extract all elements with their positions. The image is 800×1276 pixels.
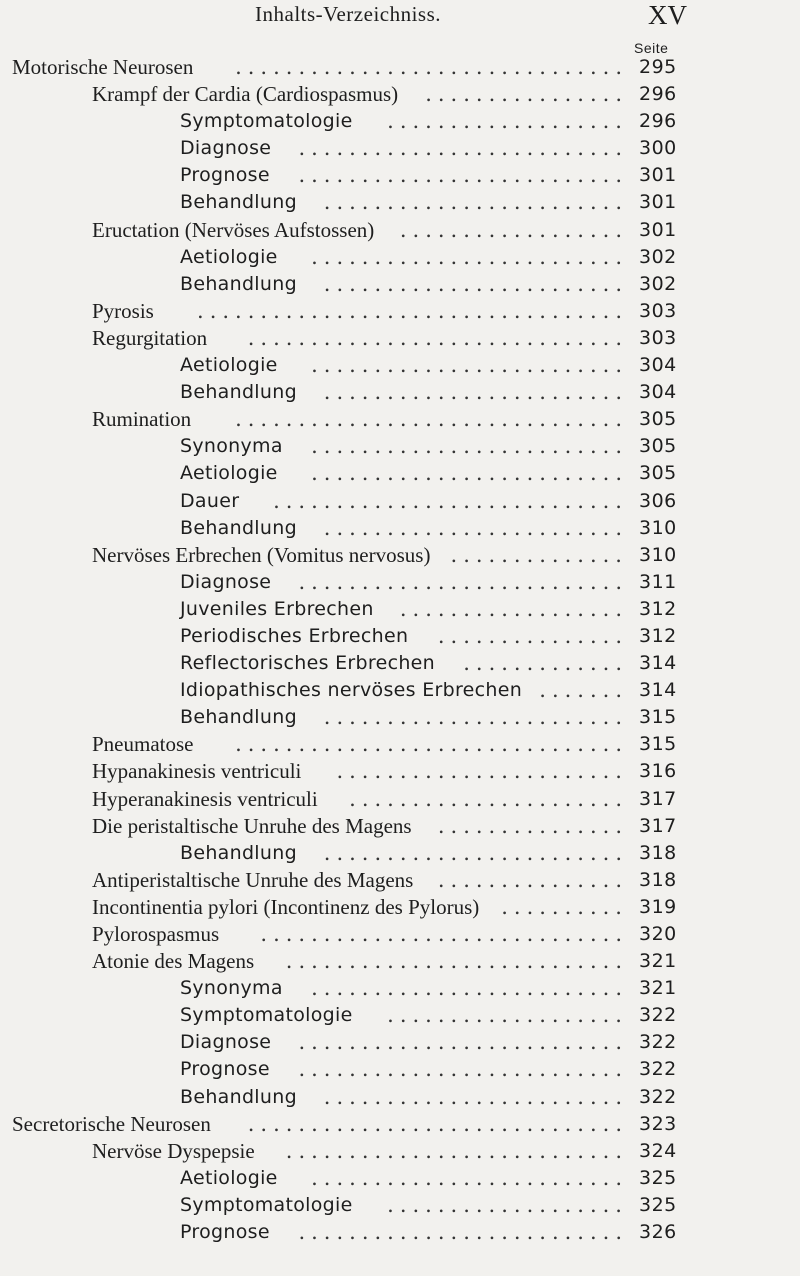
dot-leader: ............... (437, 867, 628, 892)
dot-leader: ........................ (323, 515, 628, 540)
toc-entry-title: Behandlung (180, 706, 297, 729)
toc-entry (0, 786, 800, 813)
toc-entry-page: 326 (639, 1221, 677, 1244)
toc-entry-title: Krampf der Cardia (Cardiospasmus) (92, 82, 399, 107)
toc-entry-page: 305 (639, 408, 677, 431)
toc-entry-title: Die peristaltische Unruhe des Magens (92, 813, 412, 838)
toc-entry-title: Aetiologie (180, 354, 278, 377)
dot-leader: ................... (387, 109, 628, 134)
dot-leader: .......................... (298, 1030, 628, 1055)
dot-leader: .............................. (247, 1111, 628, 1136)
toc-entry (0, 108, 800, 135)
toc-entry (0, 135, 800, 162)
toc-entry-title: Rumination (92, 407, 192, 432)
toc-entry-title: Behandlung (180, 516, 297, 539)
toc-entry-title: Diagnose (180, 1031, 272, 1054)
toc-entry (0, 1111, 800, 1138)
toc-entry-title: Periodisches Erbrechen (180, 624, 409, 647)
dot-leader: ................ (425, 82, 628, 107)
toc-entry-page: 318 (639, 868, 677, 891)
table-of-contents (0, 54, 800, 1246)
toc-entry-title: Atonie des Magens (92, 949, 255, 974)
toc-entry (0, 921, 800, 948)
toc-entry-title: Prognose (180, 164, 270, 187)
dot-leader: ............. (463, 651, 628, 676)
toc-entry (0, 325, 800, 352)
toc-entry-page: 304 (639, 381, 677, 404)
toc-entry-title: Aetiologie (180, 245, 278, 268)
toc-entry (0, 542, 800, 569)
dot-leader: .......................... (298, 1057, 628, 1082)
toc-entry (0, 1219, 800, 1246)
toc-entry (0, 650, 800, 677)
toc-entry (0, 515, 800, 542)
toc-entry-page: 303 (639, 326, 677, 349)
toc-entry-page: 319 (639, 895, 677, 918)
toc-entry (0, 677, 800, 704)
toc-entry-title: Regurgitation (92, 325, 208, 350)
dot-leader: ............................ (273, 488, 628, 513)
toc-entry-title: Aetiologie (180, 462, 278, 485)
toc-entry (0, 840, 800, 867)
toc-entry (0, 271, 800, 298)
toc-entry (0, 704, 800, 731)
dot-leader: ............... (437, 623, 628, 648)
toc-entry-page: 304 (639, 354, 677, 377)
toc-entry-title: Behandlung (180, 191, 297, 214)
toc-entry-page: 300 (639, 137, 677, 160)
dot-leader: .................. (399, 217, 628, 242)
page-number: XV (648, 0, 687, 30)
toc-entry-page: 321 (639, 977, 677, 1000)
page-column-label: Seite (634, 40, 669, 56)
toc-entry (0, 948, 800, 975)
toc-entry-page: 322 (639, 1058, 677, 1081)
toc-entry-title: Symptomatologie (180, 1004, 353, 1027)
toc-entry (0, 379, 800, 406)
dot-leader: .............................. (247, 325, 628, 350)
dot-leader: ............................... (235, 55, 628, 79)
toc-entry (0, 731, 800, 758)
toc-entry-page: 296 (639, 83, 677, 106)
toc-entry-page: 323 (639, 1112, 677, 1135)
toc-entry-title: Diagnose (180, 137, 272, 160)
toc-entry-title: Diagnose (180, 570, 272, 593)
toc-entry-page: 295 (639, 56, 677, 78)
toc-entry-title: Behandlung (180, 841, 297, 864)
toc-entry-page: 321 (639, 950, 677, 973)
toc-entry (0, 460, 800, 487)
toc-entry-title: Behandlung (180, 1085, 297, 1108)
toc-entry (0, 813, 800, 840)
toc-entry-title: Behandlung (180, 272, 297, 295)
toc-entry (0, 488, 800, 515)
dot-leader: ............................... (235, 732, 628, 757)
toc-entry-page: 318 (639, 841, 677, 864)
toc-entry-title: Pneumatose (92, 732, 194, 757)
toc-entry (0, 244, 800, 271)
dot-leader: .......................... (298, 1220, 628, 1245)
toc-entry-title: Antiperistaltische Unruhe des Magens (92, 867, 414, 892)
toc-entry-page: 316 (639, 760, 677, 783)
toc-entry-title: Symptomatologie (180, 1193, 353, 1216)
toc-entry-page: 302 (639, 245, 677, 268)
toc-entry-title: Pylorospasmus (92, 922, 220, 946)
page-header (0, 2, 800, 38)
toc-entry (0, 1165, 800, 1192)
toc-entry (0, 569, 800, 596)
dot-leader: ......................... (311, 976, 628, 1001)
toc-entry (0, 54, 800, 81)
dot-leader: ....... (539, 678, 628, 703)
toc-entry-page: 305 (639, 462, 677, 485)
toc-entry (0, 352, 800, 379)
toc-entry (0, 189, 800, 216)
dot-leader: ......................... (311, 461, 628, 486)
dot-leader: ......................... (311, 353, 628, 378)
toc-entry-title: Behandlung (180, 381, 297, 404)
dot-leader: ......................... (311, 434, 628, 459)
toc-entry-page: 324 (639, 1139, 677, 1162)
toc-entry (0, 406, 800, 433)
toc-entry (0, 433, 800, 460)
toc-entry (0, 758, 800, 785)
dot-leader: ................... (387, 1003, 628, 1028)
toc-entry-title: Aetiologie (180, 1166, 278, 1189)
dot-leader: ...................... (349, 786, 628, 811)
toc-entry-page: 302 (639, 272, 677, 295)
toc-entry (0, 1192, 800, 1219)
dot-leader: .............. (450, 542, 628, 567)
toc-entry-title: Symptomatologie (180, 110, 353, 133)
dot-leader: ................... (387, 1192, 628, 1217)
toc-entry-page: 314 (639, 679, 677, 702)
dot-leader: ........................ (323, 190, 628, 215)
toc-entry-page: 315 (639, 733, 677, 756)
toc-entry (0, 1002, 800, 1029)
toc-entry-title: Prognose (180, 1058, 270, 1081)
toc-entry-title: Prognose (180, 1221, 270, 1244)
toc-entry-page: 303 (639, 299, 677, 322)
dot-leader: .......... (501, 894, 628, 919)
toc-entry-page: 301 (639, 191, 677, 214)
toc-entry-title: Hypanakinesis ventriculi (92, 759, 302, 784)
toc-entry-page: 310 (639, 516, 677, 539)
dot-leader: ........................ (323, 840, 628, 865)
toc-entry (0, 1029, 800, 1056)
dot-leader: ......................... (311, 244, 628, 269)
toc-entry-title: Incontinentia pylori (Incontinenz des Pylorus) (92, 894, 480, 919)
toc-entry (0, 623, 800, 650)
toc-entry-page: 314 (639, 652, 677, 675)
dot-leader: ........................ (323, 380, 628, 405)
dot-leader: .................. (399, 596, 628, 621)
dot-leader: ........................... (285, 1138, 628, 1163)
toc-entry-page: 315 (639, 706, 677, 729)
toc-entry (0, 894, 800, 921)
dot-leader: ............................. (260, 922, 628, 946)
toc-entry (0, 162, 800, 189)
toc-entry (0, 217, 800, 244)
toc-entry (0, 975, 800, 1002)
running-title: Inhalts-Verzeichniss. (255, 2, 442, 26)
toc-entry-page: 306 (639, 489, 677, 512)
toc-entry (0, 298, 800, 325)
toc-entry (0, 596, 800, 623)
toc-entry-title: Dauer (180, 489, 240, 512)
toc-entry-title: Motorische Neurosen (12, 55, 194, 79)
toc-entry-page: 312 (639, 597, 677, 620)
toc-entry (0, 1084, 800, 1111)
toc-entry-page: 317 (639, 787, 677, 810)
toc-entry-title: Juveniles Erbrechen (180, 597, 374, 620)
toc-entry-page: 301 (639, 164, 677, 187)
toc-entry-title: Synonyma (180, 977, 283, 1000)
toc-entry (0, 1056, 800, 1083)
dot-leader: .......................... (298, 163, 628, 188)
toc-entry-page: 310 (639, 543, 677, 566)
toc-entry (0, 1138, 800, 1165)
toc-entry-title: Pyrosis (92, 298, 154, 323)
toc-entry-title: Secretorische Neurosen (12, 1111, 211, 1136)
dot-leader: ............... (437, 813, 628, 838)
toc-entry-page: 320 (639, 923, 677, 945)
dot-leader: ........................ (323, 1084, 628, 1109)
toc-entry-page: 322 (639, 1085, 677, 1108)
toc-entry (0, 867, 800, 894)
dot-leader: .................................. (197, 298, 628, 323)
toc-entry (0, 81, 800, 108)
dot-leader: ........................ (323, 705, 628, 730)
toc-entry-page: 322 (639, 1031, 677, 1054)
toc-entry-title: Reflectorisches Erbrechen (180, 652, 436, 675)
toc-entry-title: Idiopathisches nervöses Erbrechen (180, 679, 523, 702)
toc-entry-page: 317 (639, 814, 677, 837)
dot-leader: ....................... (336, 759, 628, 784)
toc-entry-page: 305 (639, 435, 677, 458)
toc-entry-title: Synonyma (180, 435, 283, 458)
toc-entry-page: 296 (639, 110, 677, 133)
dot-leader: ........................ (323, 271, 628, 296)
toc-entry-title: Nervöses Erbrechen (Vomitus nervosus) (92, 542, 431, 567)
dot-leader: .......................... (298, 136, 628, 161)
toc-entry-page: 322 (639, 1004, 677, 1027)
dot-leader: .......................... (298, 569, 628, 594)
toc-entry-page: 312 (639, 624, 677, 647)
toc-entry-title: Hyperanakinesis ventriculi (92, 786, 318, 811)
toc-entry-title: Eructation (Nervöses Aufstossen) (92, 217, 375, 242)
toc-entry-page: 325 (639, 1193, 677, 1216)
toc-entry-page: 301 (639, 218, 677, 241)
toc-entry-page: 325 (639, 1166, 677, 1189)
dot-leader: ............................... (235, 407, 628, 432)
toc-entry-page: 311 (639, 570, 677, 593)
dot-leader: ......................... (311, 1165, 628, 1190)
dot-leader: ........................... (285, 949, 628, 974)
toc-entry-title: Nervöse Dyspepsie (92, 1138, 255, 1163)
